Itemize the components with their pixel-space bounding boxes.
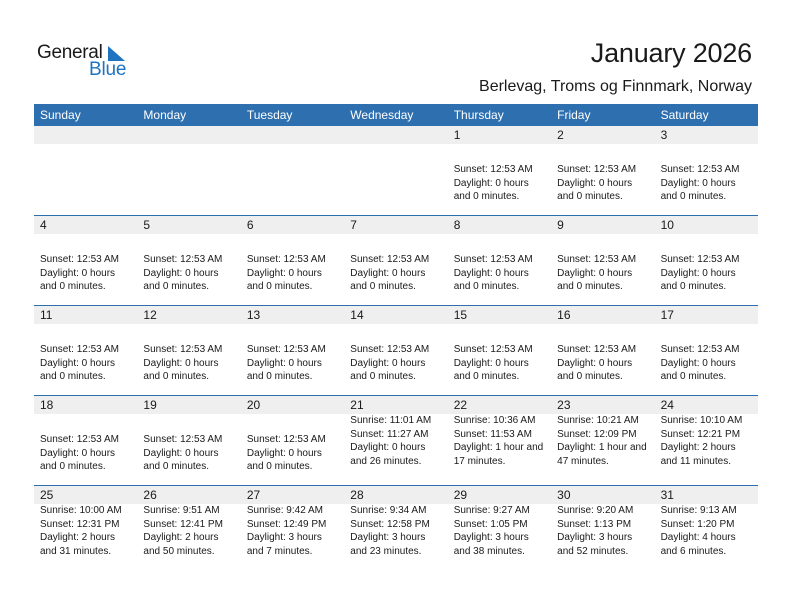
day-cell [344,234,447,294]
day-cell [34,144,137,204]
day-info-line: Sunrise: 9:20 AM [557,505,634,516]
day-number: 16 [557,308,571,322]
day-info-line: Sunset: 12:53 AM [246,344,326,355]
day-info-line: 17 minutes. [453,456,506,468]
day-info-line: Sunrise: 9:34 AM [350,505,427,516]
day-info-line: Daylight: 0 hours [350,442,426,454]
day-info-line: Daylight: 2 hours [40,532,116,544]
day-info-line: and 0 minutes. [246,281,313,293]
day-info-line: Sunset: 12:53 AM [453,344,533,355]
day-number: 17 [660,308,674,322]
day-number: 11 [40,308,53,322]
day-info-line: and 0 minutes. [660,371,727,383]
date-strip [34,306,758,324]
day-number [241,126,344,144]
day-info-line: and 0 minutes. [246,461,313,473]
day-info-line: and 0 minutes. [557,191,623,203]
day-info-line: and 23 minutes. [350,546,422,558]
day-number: 12 [143,308,157,322]
day-info-line: Sunset: 12:53 AM [246,434,326,445]
day-cell [137,144,240,204]
day-info-line: Daylight: 0 hours [40,357,116,369]
day-info-line: Daylight: 0 hours [350,267,426,279]
day-number: 3 [660,128,668,142]
day-cell [241,234,344,294]
day-number: 20 [246,398,261,412]
day-info-line: and 50 minutes. [143,546,215,558]
day-info-row [34,414,758,474]
day-info-line: and 38 minutes. [453,546,525,558]
date-strip [34,486,758,504]
day-cell [448,144,551,204]
day-info-line: Daylight: 0 hours [143,357,219,369]
day-cell [241,414,344,474]
day-number: 27 [246,488,261,502]
day-info-line: Daylight: 2 hours [143,532,219,544]
day-number: 2 [557,128,564,142]
day-info-line: Sunset: 12:21 PM [660,428,741,440]
day-number: 5 [143,218,151,232]
day-info-line: Sunset: 11:53 AM [453,428,532,440]
day-info-line: Sunset: 1:20 PM [660,518,735,530]
day-info-line: Sunset: 11:27 AM [350,428,429,440]
day-info-line: Sunrise: 11:01 AM [350,415,432,426]
day-cell [551,324,654,384]
weekday-header: Wednesday [350,108,414,122]
day-info-line: Sunset: 12:31 PM [40,518,120,530]
day-info-line: 47 minutes. [557,456,609,468]
day-cell [551,414,654,474]
weekday-header: Saturday [660,108,709,122]
day-number [34,126,137,144]
week-row [34,305,758,395]
day-info-line: Sunset: 1:05 PM [453,518,528,530]
day-cell [34,504,137,559]
day-number [344,126,447,144]
day-info-line: Sunset: 12:53 AM [350,344,430,355]
date-strip [34,396,758,414]
day-info-line: Sunset: 12:53 AM [143,434,223,445]
day-info-line: and 0 minutes. [557,281,623,293]
day-cell [551,504,654,559]
day-number: 13 [246,308,261,322]
day-cell [241,144,344,204]
day-info-line: Sunset: 12:53 AM [40,254,119,265]
logo [37,42,137,82]
weekday-header: Sunday [40,108,81,122]
day-info-line: Daylight: 3 hours [557,532,633,544]
day-number: 1 [453,128,461,142]
day-info-line: Sunset: 12:53 AM [40,344,119,355]
weekday-header-row [34,104,758,126]
day-info-line: Sunset: 12:53 AM [660,344,740,355]
day-info-line: Sunrise: 9:27 AM [453,505,530,516]
day-cell [344,414,447,474]
day-cell [551,234,654,294]
day-info-line: and 0 minutes. [143,461,210,473]
day-number: 15 [453,308,468,322]
day-info-line: Daylight: 0 hours [246,447,322,459]
day-cell [448,414,551,474]
day-cell [241,324,344,384]
day-info-line: and 0 minutes. [143,281,210,293]
day-info-line: Sunset: 12:53 AM [557,164,637,175]
day-cell [655,234,758,294]
day-cell [344,324,447,384]
day-cell [137,324,240,384]
day-number: 24 [660,398,674,412]
day-info-line: Sunrise: 9:13 AM [660,505,737,516]
day-number: 26 [143,488,157,502]
day-info-line: Sunset: 1:13 PM [557,518,632,530]
day-info-line: Sunset: 12:09 PM [557,428,637,440]
day-info-line: and 0 minutes. [246,371,313,383]
day-number: 18 [40,398,54,412]
day-info-line: Sunset: 12:53 AM [350,254,430,265]
day-number: 23 [557,398,571,412]
day-info-line: Daylight: 3 hours [246,532,322,544]
logo-text-general: General [37,42,103,63]
day-info-row [34,234,758,294]
day-info-line: Daylight: 0 hours [557,177,633,189]
day-cell [655,504,758,559]
day-info-line: Sunset: 12:41 PM [143,518,223,530]
day-info-line: Daylight: 0 hours [143,267,219,279]
day-number: 25 [40,488,54,502]
logo-text-blue: Blue [89,59,127,80]
weekday-header: Thursday [453,108,504,122]
day-info-line: and 6 minutes. [660,546,727,558]
day-info-line: Daylight: 1 hour and [453,442,544,454]
week-row [34,215,758,305]
day-info-line: Sunset: 12:53 AM [143,254,223,265]
day-number: 4 [40,218,47,232]
day-info-line: Daylight: 0 hours [453,267,529,279]
day-info-line: Sunset: 12:58 PM [350,518,430,530]
day-info-line: Sunset: 12:49 PM [246,518,327,530]
date-strip [34,216,758,234]
day-info-line: Daylight: 0 hours [40,267,116,279]
weekday-header: Friday [557,108,591,122]
day-number: 9 [557,218,564,232]
day-cell [655,324,758,384]
day-info-line: Daylight: 2 hours [660,442,736,454]
day-info-line: Daylight: 0 hours [350,357,426,369]
day-number: 14 [350,308,364,322]
week-row [34,395,758,485]
week-row [34,485,758,575]
day-info-line: Sunset: 12:53 AM [246,254,326,265]
day-info-line: and 0 minutes. [40,461,106,473]
calendar-table [34,104,758,575]
day-info-line: and 0 minutes. [453,281,520,293]
day-cell [655,144,758,204]
day-info-line: and 0 minutes. [660,281,727,293]
day-info-line: and 0 minutes. [660,191,727,203]
day-info-line: Daylight: 0 hours [143,447,219,459]
day-number: 10 [660,218,674,232]
day-cell [34,414,137,474]
day-info-line: Daylight: 0 hours [40,447,116,459]
day-number: 19 [143,398,157,412]
day-info-line: Sunset: 12:53 AM [453,164,533,175]
day-info-line: and 7 minutes. [246,546,313,558]
day-number: 30 [557,488,571,502]
day-cell [448,324,551,384]
day-info-line: Sunset: 12:53 AM [557,254,637,265]
day-cell [241,504,344,559]
day-info-line: Sunset: 12:53 AM [453,254,533,265]
day-info-line: Sunrise: 10:21 AM [557,415,639,426]
day-cell [344,144,447,204]
day-number: 28 [350,488,364,502]
day-cell [137,234,240,294]
day-info-line: and 0 minutes. [350,281,416,293]
day-info-line: Sunrise: 9:42 AM [246,505,323,516]
day-number: 31 [660,488,674,502]
day-info-line: Daylight: 0 hours [246,357,322,369]
day-number: 22 [453,398,468,412]
day-cell [448,504,551,559]
day-number [137,126,240,144]
day-cell [34,234,137,294]
day-info-line: Daylight: 1 hour and [557,442,647,454]
day-info-line: Daylight: 0 hours [246,267,322,279]
day-info-line: Daylight: 0 hours [660,267,736,279]
day-info-row [34,504,758,559]
day-info-line: and 0 minutes. [40,371,106,383]
day-info-line: Sunrise: 10:00 AM [40,505,122,516]
day-info-line: Daylight: 3 hours [350,532,426,544]
day-number: 6 [246,218,254,232]
day-info-row [34,144,758,204]
day-cell [448,234,551,294]
day-info-line: Daylight: 0 hours [557,357,633,369]
day-info-line: and 0 minutes. [350,371,416,383]
day-cell [137,504,240,559]
day-info-line: and 0 minutes. [453,371,520,383]
day-info-line: Daylight: 3 hours [453,532,529,544]
day-cell [137,414,240,474]
day-info-line: and 0 minutes. [143,371,210,383]
date-strip [34,126,758,144]
page-title: January 2026 [590,38,752,68]
day-info-line: and 11 minutes. [660,456,731,468]
location-subtitle: Berlevag, Troms og Finnmark, Norway [479,78,752,95]
weeks-container [34,126,758,575]
day-info-line: and 0 minutes. [453,191,520,203]
day-cell [34,324,137,384]
day-info-line: Sunset: 12:53 AM [660,254,740,265]
day-info-row [34,324,758,384]
day-info-line: Daylight: 0 hours [660,177,736,189]
weekday-header: Tuesday [246,108,293,122]
day-info-line: and 26 minutes. [350,456,422,468]
week-row [34,126,758,215]
day-info-line: Sunrise: 9:51 AM [143,505,220,516]
day-number: 21 [350,398,364,412]
weekday-header: Monday [143,108,187,122]
day-info-line: and 0 minutes. [40,281,106,293]
day-info-line: and 52 minutes. [557,546,629,558]
day-cell [655,414,758,474]
day-info-line: Sunrise: 10:10 AM [660,415,743,426]
day-cell [344,504,447,559]
day-info-line: Daylight: 0 hours [557,267,633,279]
day-number: 29 [453,488,468,502]
day-info-line: Sunset: 12:53 AM [660,164,740,175]
day-info-line: Daylight: 4 hours [660,532,736,544]
day-cell [551,144,654,204]
day-number: 8 [453,218,461,232]
day-info-line: and 0 minutes. [557,371,623,383]
day-info-line: and 31 minutes. [40,546,112,558]
day-info-line: Sunrise: 10:36 AM [453,415,536,426]
day-info-line: Sunset: 12:53 AM [40,434,119,445]
day-info-line: Daylight: 0 hours [453,177,529,189]
day-info-line: Sunset: 12:53 AM [143,344,223,355]
day-number: 7 [350,218,357,232]
day-info-line: Sunset: 12:53 AM [557,344,637,355]
day-info-line: Daylight: 0 hours [660,357,736,369]
day-info-line: Daylight: 0 hours [453,357,529,369]
